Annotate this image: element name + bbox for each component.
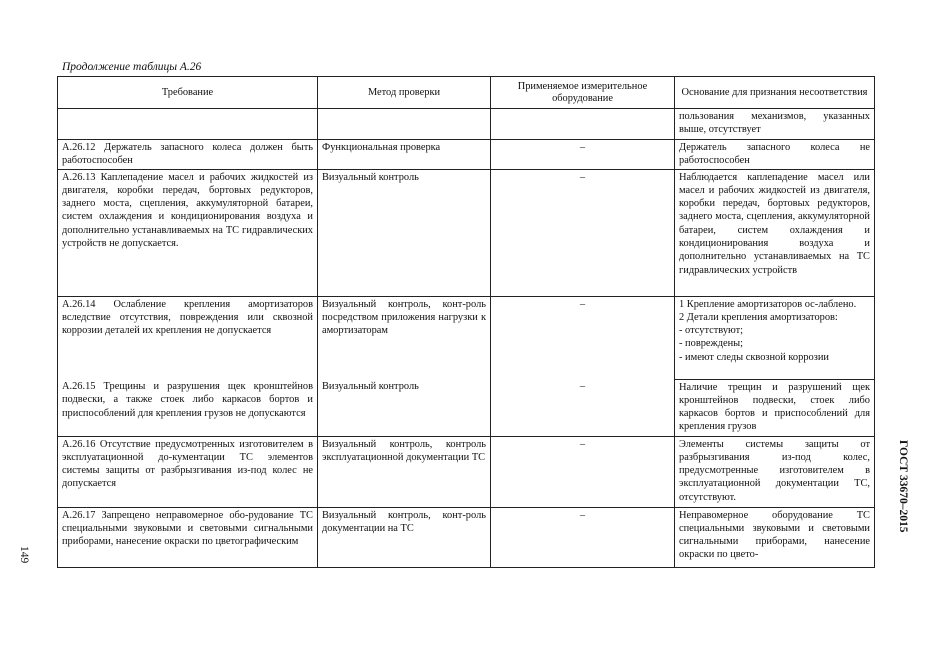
- header-equipment: Применяемое измерительное оборудование: [491, 77, 675, 109]
- cell-equipment: [491, 109, 675, 140]
- cell-basis: Наличие трещин и разрушений щек кронштейнов подвески, стоек либо каркасов бортов и приспособлений для крепления грузов: [675, 379, 875, 436]
- cell-equipment: –: [491, 379, 675, 436]
- cell-requirement: [58, 109, 318, 140]
- page-number: 149: [18, 546, 30, 564]
- cell-basis: пользования механизмов, указанных выше, отсутствует: [675, 109, 875, 140]
- cell-method: Функциональная проверка: [318, 140, 491, 170]
- cell-equipment: –: [491, 140, 675, 170]
- cell-requirement: А.26.17 Запрещено неправомерное обо-рудование ТС специальными звуковыми и световыми сигнальными приборами, нанесение окраски по цветографическим: [58, 507, 318, 567]
- cell-method: Визуальный контроль, конт-роль документации на ТС: [318, 507, 491, 567]
- cell-basis: Неправомерное оборудование ТС специальными звуковыми и световыми сигнальными приборами, нанесение окраски по цвето-: [675, 507, 875, 567]
- cell-method: Визуальный контроль, конт-роль посредством приложения нагрузки к амортизаторам: [318, 296, 491, 379]
- cell-equipment: –: [491, 169, 675, 296]
- cell-equipment: –: [491, 296, 675, 379]
- table-row: [58, 507, 875, 567]
- cell-method: [318, 109, 491, 140]
- table-caption: Продолжение таблицы А.26: [62, 61, 202, 73]
- table-row: [58, 296, 875, 379]
- cell-requirement: А.26.16 Отсутствие предусмотренных изготовителем в эксплуатационной до-кументации ТС элементов системы защиты от разбрызгивания из-под колес не допускается: [58, 436, 318, 507]
- table-header-row: [58, 77, 875, 109]
- header-method: Метод проверки: [318, 77, 491, 109]
- header-requirement: Требование: [58, 77, 318, 109]
- cell-requirement: А.26.14 Ослабление крепления амортизаторов вследствие отсутствия, повреждения или сквозной коррозии деталей их крепления не допускается: [58, 296, 318, 379]
- cell-basis: Элементы системы защиты от разбрызгивания из-под колес, предусмотренные изготовителем в эксплуатационной документации ТС, отсутствуют.: [675, 436, 875, 507]
- table-row: [58, 140, 875, 170]
- table-row: [58, 169, 875, 296]
- cell-equipment: –: [491, 507, 675, 567]
- table-row: [58, 109, 875, 140]
- basis-text: 1 Крепление амортизаторов ос-лаблено. 2 Детали крепления амортизаторов: - отсутствуют; - повреждены; - имеют следы сквозной коррозии: [679, 298, 857, 363]
- cell-method: Визуальный контроль: [318, 379, 491, 436]
- cell-method: Визуальный контроль, контроль эксплуатационной документации ТС: [318, 436, 491, 507]
- table-row: [58, 436, 875, 507]
- cell-requirement: А.26.12 Держатель запасного колеса должен быть работоспособен: [58, 140, 318, 170]
- requirements-table: [57, 76, 875, 568]
- table-row: [58, 379, 875, 436]
- cell-method: Визуальный контроль: [318, 169, 491, 296]
- cell-equipment: –: [491, 436, 675, 507]
- cell-basis: Наблюдается каплепадение масел или масел и рабочих жидкостей из двигателя, коробки передач, бортовых редукторов, заднего моста, сцепления, аккумуляторной батареи, систем охлаждения и кондиционирования воздуха и дополнительно устанавливаемых на ТС гидравлических устройств: [675, 169, 875, 296]
- standard-designation: ГОСТ 33670–2015: [897, 440, 909, 533]
- cell-basis: Держатель запасного колеса не работоспособен: [675, 140, 875, 170]
- cell-basis: [675, 296, 875, 379]
- cell-requirement: А.26.15 Трещины и разрушения щек кронштейнов подвески, а также стоек либо каркасов бортов и приспособлений для крепления грузов не допускаются: [58, 379, 318, 436]
- cell-requirement: А.26.13 Каплепадение масел и рабочих жидкостей из двигателя, коробки передач, бортовых редукторов, заднего моста, сцепления, аккумуляторной батареи, систем охлаждения и кондиционирования воздуха и дополнительно устанавливаемых на ТС гидравлических устройств не допускается.: [58, 169, 318, 296]
- header-basis: Основание для признания несоответствия: [675, 77, 875, 109]
